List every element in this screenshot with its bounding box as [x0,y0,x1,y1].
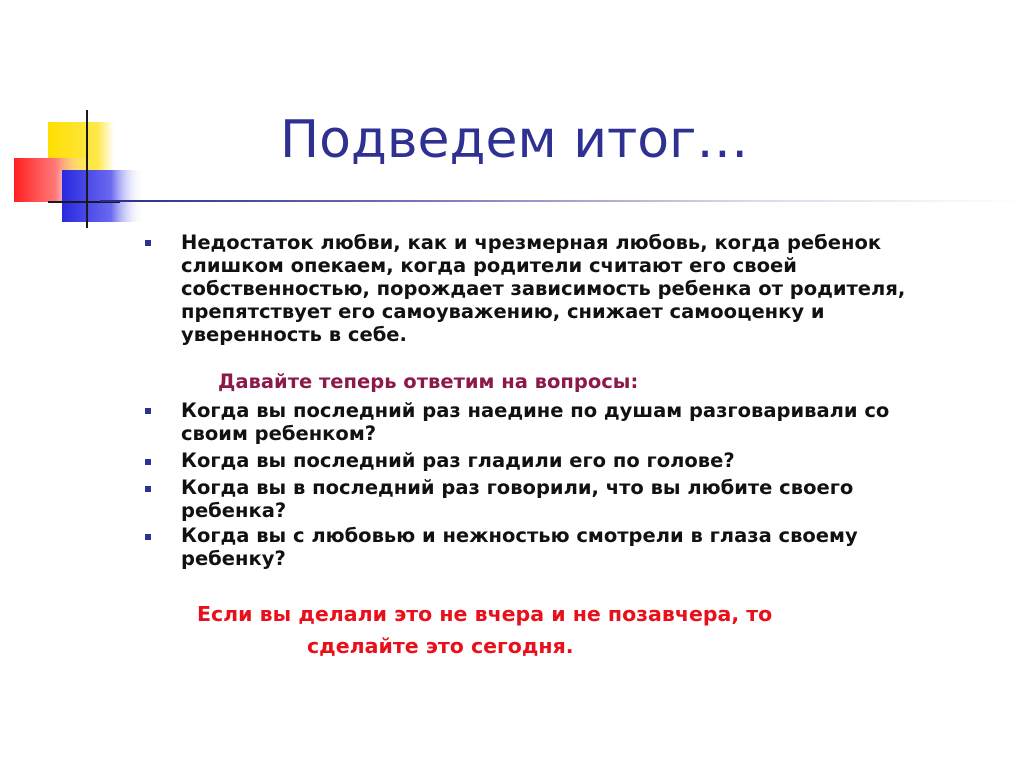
question-item: Когда вы в последний раз говорили, что вы любите своего ребенка? [181,476,854,522]
closing-line-2: сделайте это сегодня. [307,634,574,658]
question-item: Когда вы с любовью и нежностью смотрели в глаза своему ребенку? [181,524,858,570]
bullet-marker [145,459,151,465]
bullet-marker [145,408,151,414]
question-item: Когда вы последний раз наедине по душам разговаривали со своим ребенком? [181,399,890,445]
slide-title: Подведем итог… [280,110,749,170]
closing-line-1: Если вы делали это не вчера и не позавчера, то [197,602,773,626]
bullet-marker [145,240,151,246]
question-item: Когда вы последний раз гладили его по голове? [181,449,735,472]
bullet-marker [145,486,151,492]
questions-prompt: Давайте теперь ответим на вопросы: [218,370,639,393]
intro-bullet-text: Недостаток любви, как и чрезмерная любовь, когда ребенок слишком опекаем, когда родители считают его своей собственностью, порождает зависимость ребенка от родителя, препятствует его самоуважению, снижает самооценку и уверенность в себе. [181,231,906,346]
bullet-marker [145,534,151,540]
